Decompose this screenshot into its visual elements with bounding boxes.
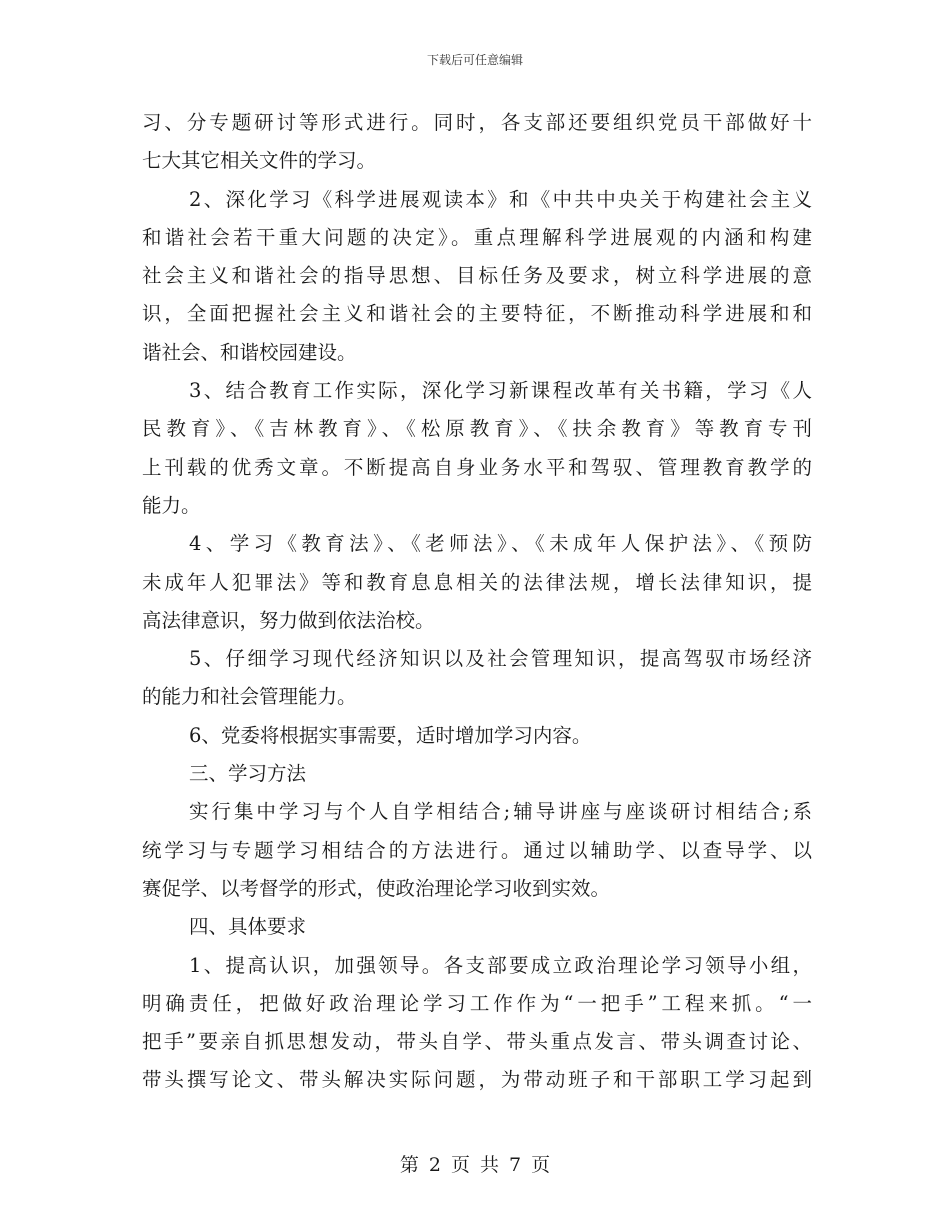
text-line: 未成年人犯罪法》等和教育息息相关的法律法规，增长法律知识，提 <box>142 570 812 594</box>
text-line: 实行集中学习与个人自学相结合;辅导讲座与座谈研讨相结合;系 <box>189 800 812 824</box>
text-line: 6、党委将根据实事需要，适时增加学习内容。 <box>189 723 592 747</box>
page-header: 下载后可任意编辑 <box>426 53 523 67</box>
text-line: 把手”要亲自抓思想发动，带头自学、带头重点发言、带头调查讨论、 <box>142 1030 812 1054</box>
text-line: 谐社会、和谐校园建设。 <box>142 340 357 364</box>
text-line: 5、仔细学习现代经济知识以及社会管理知识，提高驾驭市场经济 <box>189 647 812 671</box>
text-line: 能力。 <box>142 493 201 517</box>
section-heading: 三、学习方法 <box>189 762 307 786</box>
text-line: 和谐社会若干重大问题的决定》。重点理解科学进展观的内涵和构建 <box>142 225 812 249</box>
text-line: 明确责任，把做好政治理论学习工作作为“一把手”工程来抓。“一 <box>142 991 812 1015</box>
text-line: 高法律意识，努力做到依法治校。 <box>142 608 435 632</box>
page-number: 第 2 页 共 7 页 <box>399 1154 551 1176</box>
document-body <box>142 104 812 1100</box>
text-line: 4、学习《教育法》、《老师法》、《未成年人保护法》、《预防 <box>189 532 812 556</box>
text-line: 赛促学、以考督学的形式，使政治理论学习收到实效。 <box>142 876 611 900</box>
text-line: 2、深化学习《科学进展观读本》和《中共中央关于构建社会主义 <box>189 187 812 211</box>
text-line: 识，全面把握社会主义和谐社会的主要特征，不断推动科学进展和和 <box>142 302 812 326</box>
section-heading: 四、具体要求 <box>189 915 307 939</box>
text-line: 七大其它相关文件的学习。 <box>142 149 377 173</box>
text-line: 上刊载的优秀文章。不断提高自身业务水平和驾驭、管理教育教学的 <box>142 455 812 479</box>
text-line: 习、分专题研讨等形式进行。同时，各支部还要组织党员干部做好十 <box>142 111 812 134</box>
text-line: 的能力和社会管理能力。 <box>142 685 357 709</box>
text-line: 1、提高认识，加强领导。各支部要成立政治理论学习领导小组， <box>189 953 812 977</box>
text-line: 社会主义和谐社会的指导思想、目标任务及要求，树立科学进展的意 <box>142 264 812 288</box>
text-line: 带头撰写论文、带头解决实际问题，为带动班子和干部职工学习起到 <box>142 1068 812 1092</box>
text-line: 3、结合教育工作实际，深化学习新课程改革有关书籍，学习《人 <box>189 379 812 403</box>
text-line: 统学习与专题学习相结合的方法进行。通过以辅助学、以查导学、以 <box>142 838 812 862</box>
text-line: 民教育》、《吉林教育》、《松原教育》、《扶余教育》等教育专刊 <box>142 417 812 441</box>
